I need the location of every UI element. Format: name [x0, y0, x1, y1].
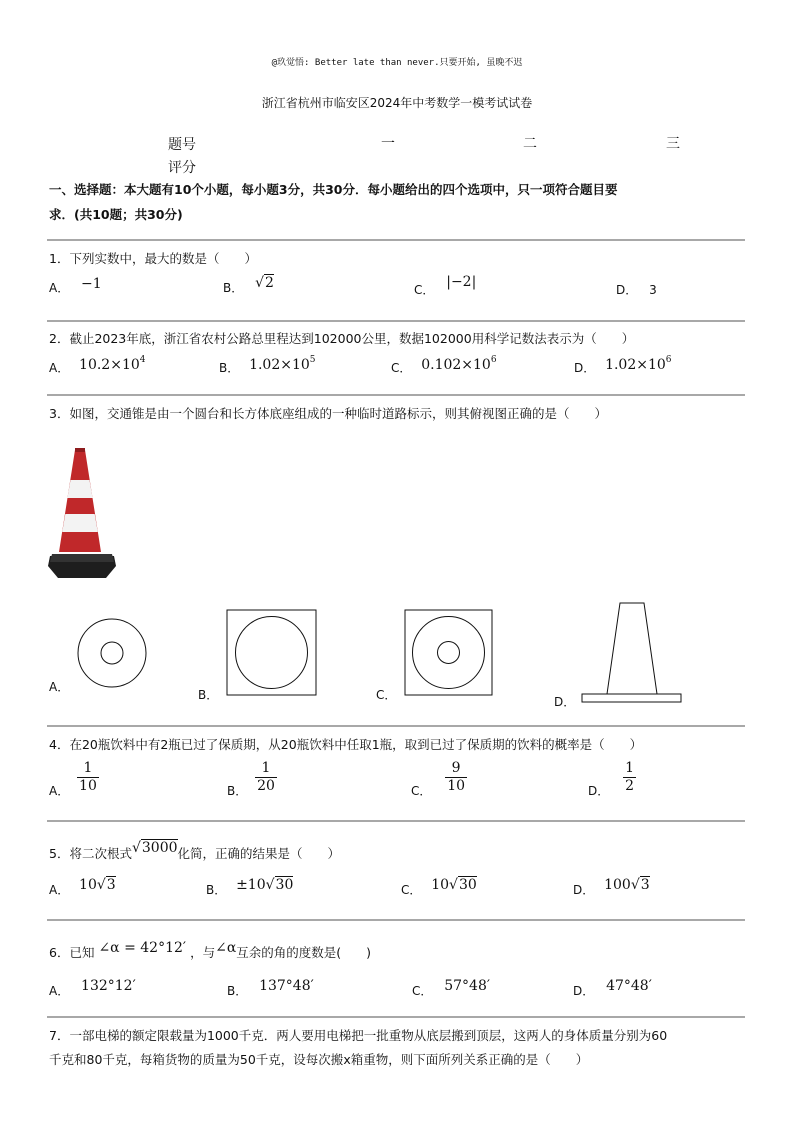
option-label: D． [574, 361, 596, 375]
q3-option-a-label[interactable]: A． [49, 680, 70, 694]
score-row-label-number: 题号 [168, 137, 196, 153]
fraction: $\frac{1}{2}$ [625, 760, 634, 794]
divider [47, 394, 745, 396]
sqrt-radicand: 2 [264, 275, 274, 291]
question-1-stem: 1．下列实数中，最大的数是（ ） [49, 251, 257, 266]
divider [47, 820, 745, 822]
exam-title: 浙江省杭州市临安区2024年中考数学一模考试试卷 [261, 96, 533, 110]
divider [47, 239, 745, 241]
section-1-heading [49, 177, 749, 227]
question-6-stem: 6．已知 ∠α = 42°12′ ，与∠α互余的角的度数是( ) [49, 940, 372, 960]
option-value: 47°48′ [606, 978, 652, 994]
traffic-cone-photo [44, 444, 120, 582]
option-value: |−2| [446, 274, 477, 290]
q5-option-b[interactable] [206, 877, 294, 898]
option-label: A． [49, 281, 70, 295]
option-label: C． [411, 784, 432, 798]
score-col-3: 三 [666, 136, 680, 152]
option-value: ±10√30 [236, 877, 294, 893]
option-label: C． [412, 984, 433, 998]
option-value: $0.102\times 10^6$ [421, 355, 497, 373]
abs-value-inner: −2 [450, 274, 472, 290]
q2-option-b[interactable] [219, 355, 316, 376]
q3-figure-a [76, 617, 148, 689]
score-row-label-score: 评分 [168, 160, 196, 176]
angle-symbol: ∠α [215, 940, 237, 956]
option-label: A． [49, 883, 70, 897]
section-1-heading-line-1: 一、选择题：本大题有10个小题，每小题3分，共30分．每小题给出的四个选项中，只一项符合题目要 [49, 182, 618, 197]
option-label: A． [49, 984, 70, 998]
option-label: B． [223, 281, 244, 295]
fraction: $\frac{1}{20}$ [257, 760, 275, 794]
divider [47, 919, 745, 921]
fraction: $\frac{9}{10}$ [447, 760, 466, 794]
option-value: $1.02\times 10^6$ [605, 355, 672, 373]
q4-option-a[interactable] [49, 760, 99, 798]
option-label: D． [588, 784, 610, 798]
option-label: C． [414, 283, 435, 297]
q2-option-a[interactable] [49, 355, 146, 376]
option-value: 10√3 [79, 877, 116, 893]
q3-option-c-label[interactable]: C． [376, 688, 397, 702]
question-7-stem [49, 1024, 749, 1072]
option-label: B． [206, 883, 227, 897]
score-col-2: 二 [523, 136, 537, 152]
q3-figure-b [226, 609, 318, 697]
sqrt-expression: √3000 [131, 840, 178, 856]
q6-option-d[interactable] [573, 978, 652, 999]
q6-option-c[interactable] [412, 978, 491, 999]
option-value: √2 [255, 275, 274, 291]
q3-figure-c [404, 609, 494, 697]
q4-option-d[interactable] [588, 760, 636, 798]
option-label: B． [227, 984, 248, 998]
angle-expression: ∠α = 42°12′ [98, 940, 187, 956]
option-value: 132°12′ [81, 978, 136, 994]
fraction: $\frac{1}{10}$ [79, 760, 97, 794]
q2-option-c[interactable] [391, 355, 497, 376]
option-value: $10.2\times 10^4$ [79, 355, 146, 373]
option-value: 10√30 [431, 877, 477, 893]
option-label: A． [49, 784, 70, 798]
q4-option-b[interactable] [227, 760, 277, 798]
option-label: C． [401, 883, 422, 897]
option-value: $1.02\times 10^5$ [249, 355, 316, 373]
q3-figure-d [581, 602, 683, 704]
q3-option-b-label[interactable]: B． [198, 688, 219, 702]
question-3-stem: 3．如图，交通锥是由一个圆台和长方体底座组成的一种临时道路标示，则其俯视图正确的是（ ） [49, 406, 607, 421]
watermark: @玖觉悟: Better late than never.只要开始, 虽晚不迟 [271, 58, 523, 68]
q4-option-c[interactable] [411, 760, 467, 798]
q1-option-b[interactable] [223, 275, 274, 296]
option-value: 100√3 [604, 877, 650, 893]
option-label: B． [219, 361, 240, 375]
option-label: D． [573, 883, 595, 897]
q1-option-c[interactable] [414, 274, 477, 298]
question-2-stem: 2．截止2023年底，浙江省农村公路总里程达到102000公里，数据102000用科学记数法表示为（ ） [49, 331, 635, 346]
question-7-line-1: 7．一部电梯的额定限载量为1000千克．两人要用电梯把一批重物从底层搬到顶层，这两人的身体质量分别为60 [49, 1028, 668, 1043]
question-4-stem: 4．在20瓶饮料中有2瓶已过了保质期，从20瓶饮料中任取1瓶，取到已过了保质期的饮料的概率是（ ） [49, 737, 643, 752]
q5-option-d[interactable] [573, 877, 650, 898]
divider [47, 320, 745, 322]
q1-option-d[interactable] [616, 281, 657, 298]
q5-option-a[interactable] [49, 877, 116, 898]
question-7-line-2: 千克和80千克，每箱货物的质量为50千克，设每次搬x箱重物，则下面所列关系正确的是（ ） [49, 1052, 589, 1067]
q2-option-d[interactable] [574, 355, 672, 376]
question-5-stem: 5．将二次根式√3000化简，正确的结果是（ ） [49, 840, 341, 861]
q6-option-a[interactable] [49, 978, 136, 999]
q6-option-b[interactable] [227, 978, 314, 999]
option-value: 137°48′ [259, 978, 314, 994]
option-label: D． [616, 283, 638, 297]
q3-option-d-label[interactable]: D． [554, 695, 576, 709]
score-col-1: 一 [381, 136, 395, 152]
option-value: 3 [649, 283, 657, 297]
option-value: 57°48′ [444, 978, 491, 994]
q5-option-c[interactable] [401, 877, 477, 898]
option-label: C． [391, 361, 412, 375]
section-1-heading-line-2: 求．(共10题；共30分) [49, 207, 183, 222]
divider [47, 1016, 745, 1018]
option-label: B． [227, 784, 248, 798]
option-value: −1 [81, 276, 102, 292]
divider [47, 725, 745, 727]
option-label: A． [49, 361, 70, 375]
q1-option-a[interactable] [49, 276, 102, 296]
option-label: D． [573, 984, 595, 998]
